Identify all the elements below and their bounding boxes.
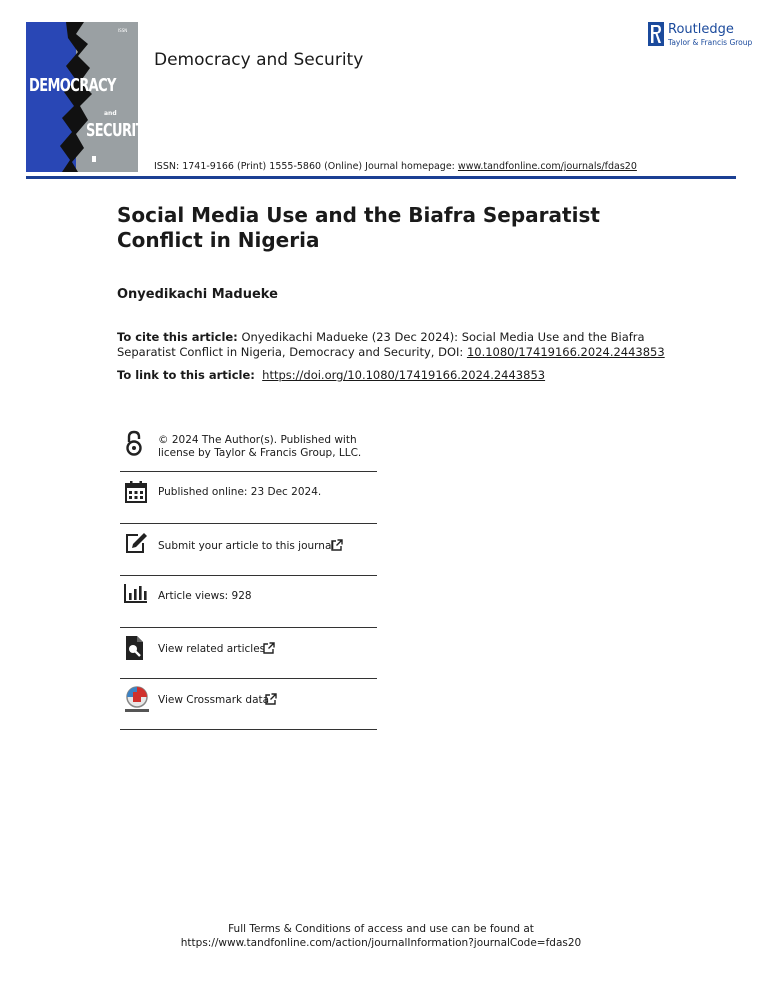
- cover-word-democracy: DEMOCRACY: [29, 76, 116, 97]
- cite-label: To cite this article:: [117, 330, 238, 344]
- cover-art: [26, 22, 138, 172]
- cite-doi-link[interactable]: 10.1080/17419166.2024.2443853: [466, 345, 665, 359]
- row-divider: [120, 729, 377, 730]
- citation-block: [117, 330, 677, 360]
- footer-journal-info-link[interactable]: https://www.tandfonline.com/action/journalInformation?journalCode=fdas20: [180, 937, 582, 949]
- license-line-1: © 2024 The Author(s). Published with: [158, 434, 357, 446]
- crossmark-link[interactable]: View Crossmark data: [158, 694, 270, 706]
- submit-article-link[interactable]: Submit your article to this journal: [158, 540, 335, 552]
- cover-word-and: and: [104, 110, 117, 117]
- license-text: [158, 434, 361, 460]
- external-link-icon: [265, 693, 277, 705]
- article-doi-link[interactable]: https://doi.org/10.1080/17419166.2024.2443853: [262, 368, 546, 382]
- row-divider: [120, 678, 377, 679]
- article-title: Social Media Use and the Biafra Separatist Conflict in Nigeria: [117, 203, 600, 252]
- row-divider: [120, 471, 377, 472]
- document-search-icon: [124, 635, 146, 661]
- cite-text: Onyedikachi Madueke (23 Dec 2024): Social Media Use and the Biafra Separatist Conflict in Nigeria, Democracy and Security, DOI:: [117, 330, 645, 359]
- journal-title[interactable]: Democracy and Security: [154, 50, 364, 70]
- routledge-r-icon: [648, 22, 664, 46]
- open-access-lock-icon: [124, 430, 144, 456]
- issn-text: ISSN: 1741-9166 (Print) 1555-5860 (Online) Journal homepage:: [154, 161, 458, 172]
- row-divider: [120, 575, 377, 576]
- cover-word-security: SECURITY: [86, 121, 153, 142]
- publisher-group: Taylor & Francis Group: [668, 38, 753, 47]
- publisher-name: Routledge: [668, 22, 734, 37]
- external-link-icon: [331, 539, 343, 551]
- edit-icon: [124, 532, 148, 554]
- footer: [0, 922, 762, 950]
- row-divider: [120, 523, 377, 524]
- related-articles-link[interactable]: View related articles: [158, 643, 266, 655]
- row-divider: [120, 627, 377, 628]
- issn-line: [154, 161, 637, 172]
- journal-cover: [26, 22, 153, 172]
- journal-homepage-link[interactable]: www.tandfonline.com/journals/fdas20: [457, 161, 637, 172]
- svg-text:ISSN: ISSN: [118, 28, 128, 33]
- license-line-2: license by Taylor & Francis Group, LLC.: [158, 447, 362, 459]
- external-link-icon: [263, 642, 275, 654]
- article-views-text: Article views: 928: [158, 590, 252, 602]
- bar-chart-icon: [124, 583, 148, 603]
- crossmark-icon: [124, 686, 150, 714]
- calendar-icon: [124, 480, 148, 504]
- link-label: To link to this article:: [117, 368, 255, 382]
- published-text: Published online: 23 Dec 2024.: [158, 486, 322, 498]
- article-author: Onyedikachi Madueke: [117, 287, 278, 302]
- footer-terms-text: Full Terms & Conditions of access and use can be found at: [228, 923, 534, 935]
- article-link-block: [117, 368, 545, 382]
- header-rule: [26, 176, 736, 179]
